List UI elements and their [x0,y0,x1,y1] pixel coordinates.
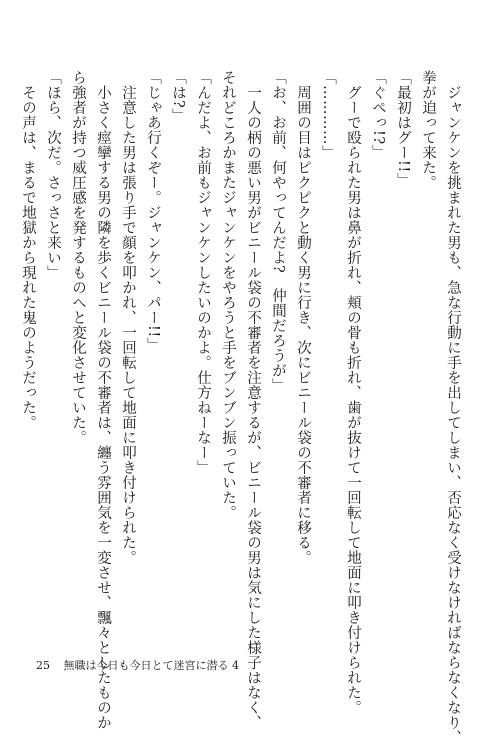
text-line: 拳が迫って来た。 [420,70,436,190]
text-line: 「お、お前、何やってんだよ? 仲間だろうが」 [270,70,286,394]
page-footer [36,659,239,673]
text-line: 「最初はグー!!」 [395,70,411,188]
text-line: 「…………」 [320,70,336,160]
text-line: グーで殴られた男は鼻が折れ、頬の骨も折れ、歯が抜けて一回転して地面に叩き付けられた。 [345,70,361,715]
text-line: 「ぐぺっ!?」 [370,70,386,160]
text-line: ジャンケンを挑まれた男も、急な行動に手を出してしまい、否応なく受けなければならなくなり、 [445,70,461,745]
text-line: 「んだよ、お前もジャンケンしたいのかよ。仕方ねーなー」 [195,70,211,475]
text-line: 「じゃあ行くぞー。ジャンケン、パー!!」 [145,70,161,353]
text-line: 「は?」 [170,70,186,124]
text-line: 小さく痙攣する男の隣を歩くビニール袋の不審者は、纏う雰囲気を一変させ、飄々としたものか [95,70,111,730]
text-line: 一人の柄の悪い男がビニール袋の不審者を注意するが、ビニール袋の男は気にした様子はなく、 [245,70,261,730]
text-line: 周囲の目はピクピクと動く男に行き、次にビニール袋の不審者に移る。 [295,70,311,565]
book-title: 無職は今日も今日とて迷宮に潜る 4 [63,659,239,672]
text-line: 「ほら、次だ。さっさと来い」 [45,70,61,280]
text-line: その声は、まるで地獄から現れた鬼のようだった。 [20,70,36,430]
text-line: それどころかまたジャンケンをやろうと手をブンブン振っていた。 [220,70,236,520]
text-line: 注意した男は張り手で顔を叩かれ、一回転して地面に叩き付けられた。 [120,70,136,565]
text-line: ら強者が持つ威圧感を発するものへと変化させていた。 [70,70,86,445]
page-number: 25 [36,659,50,672]
